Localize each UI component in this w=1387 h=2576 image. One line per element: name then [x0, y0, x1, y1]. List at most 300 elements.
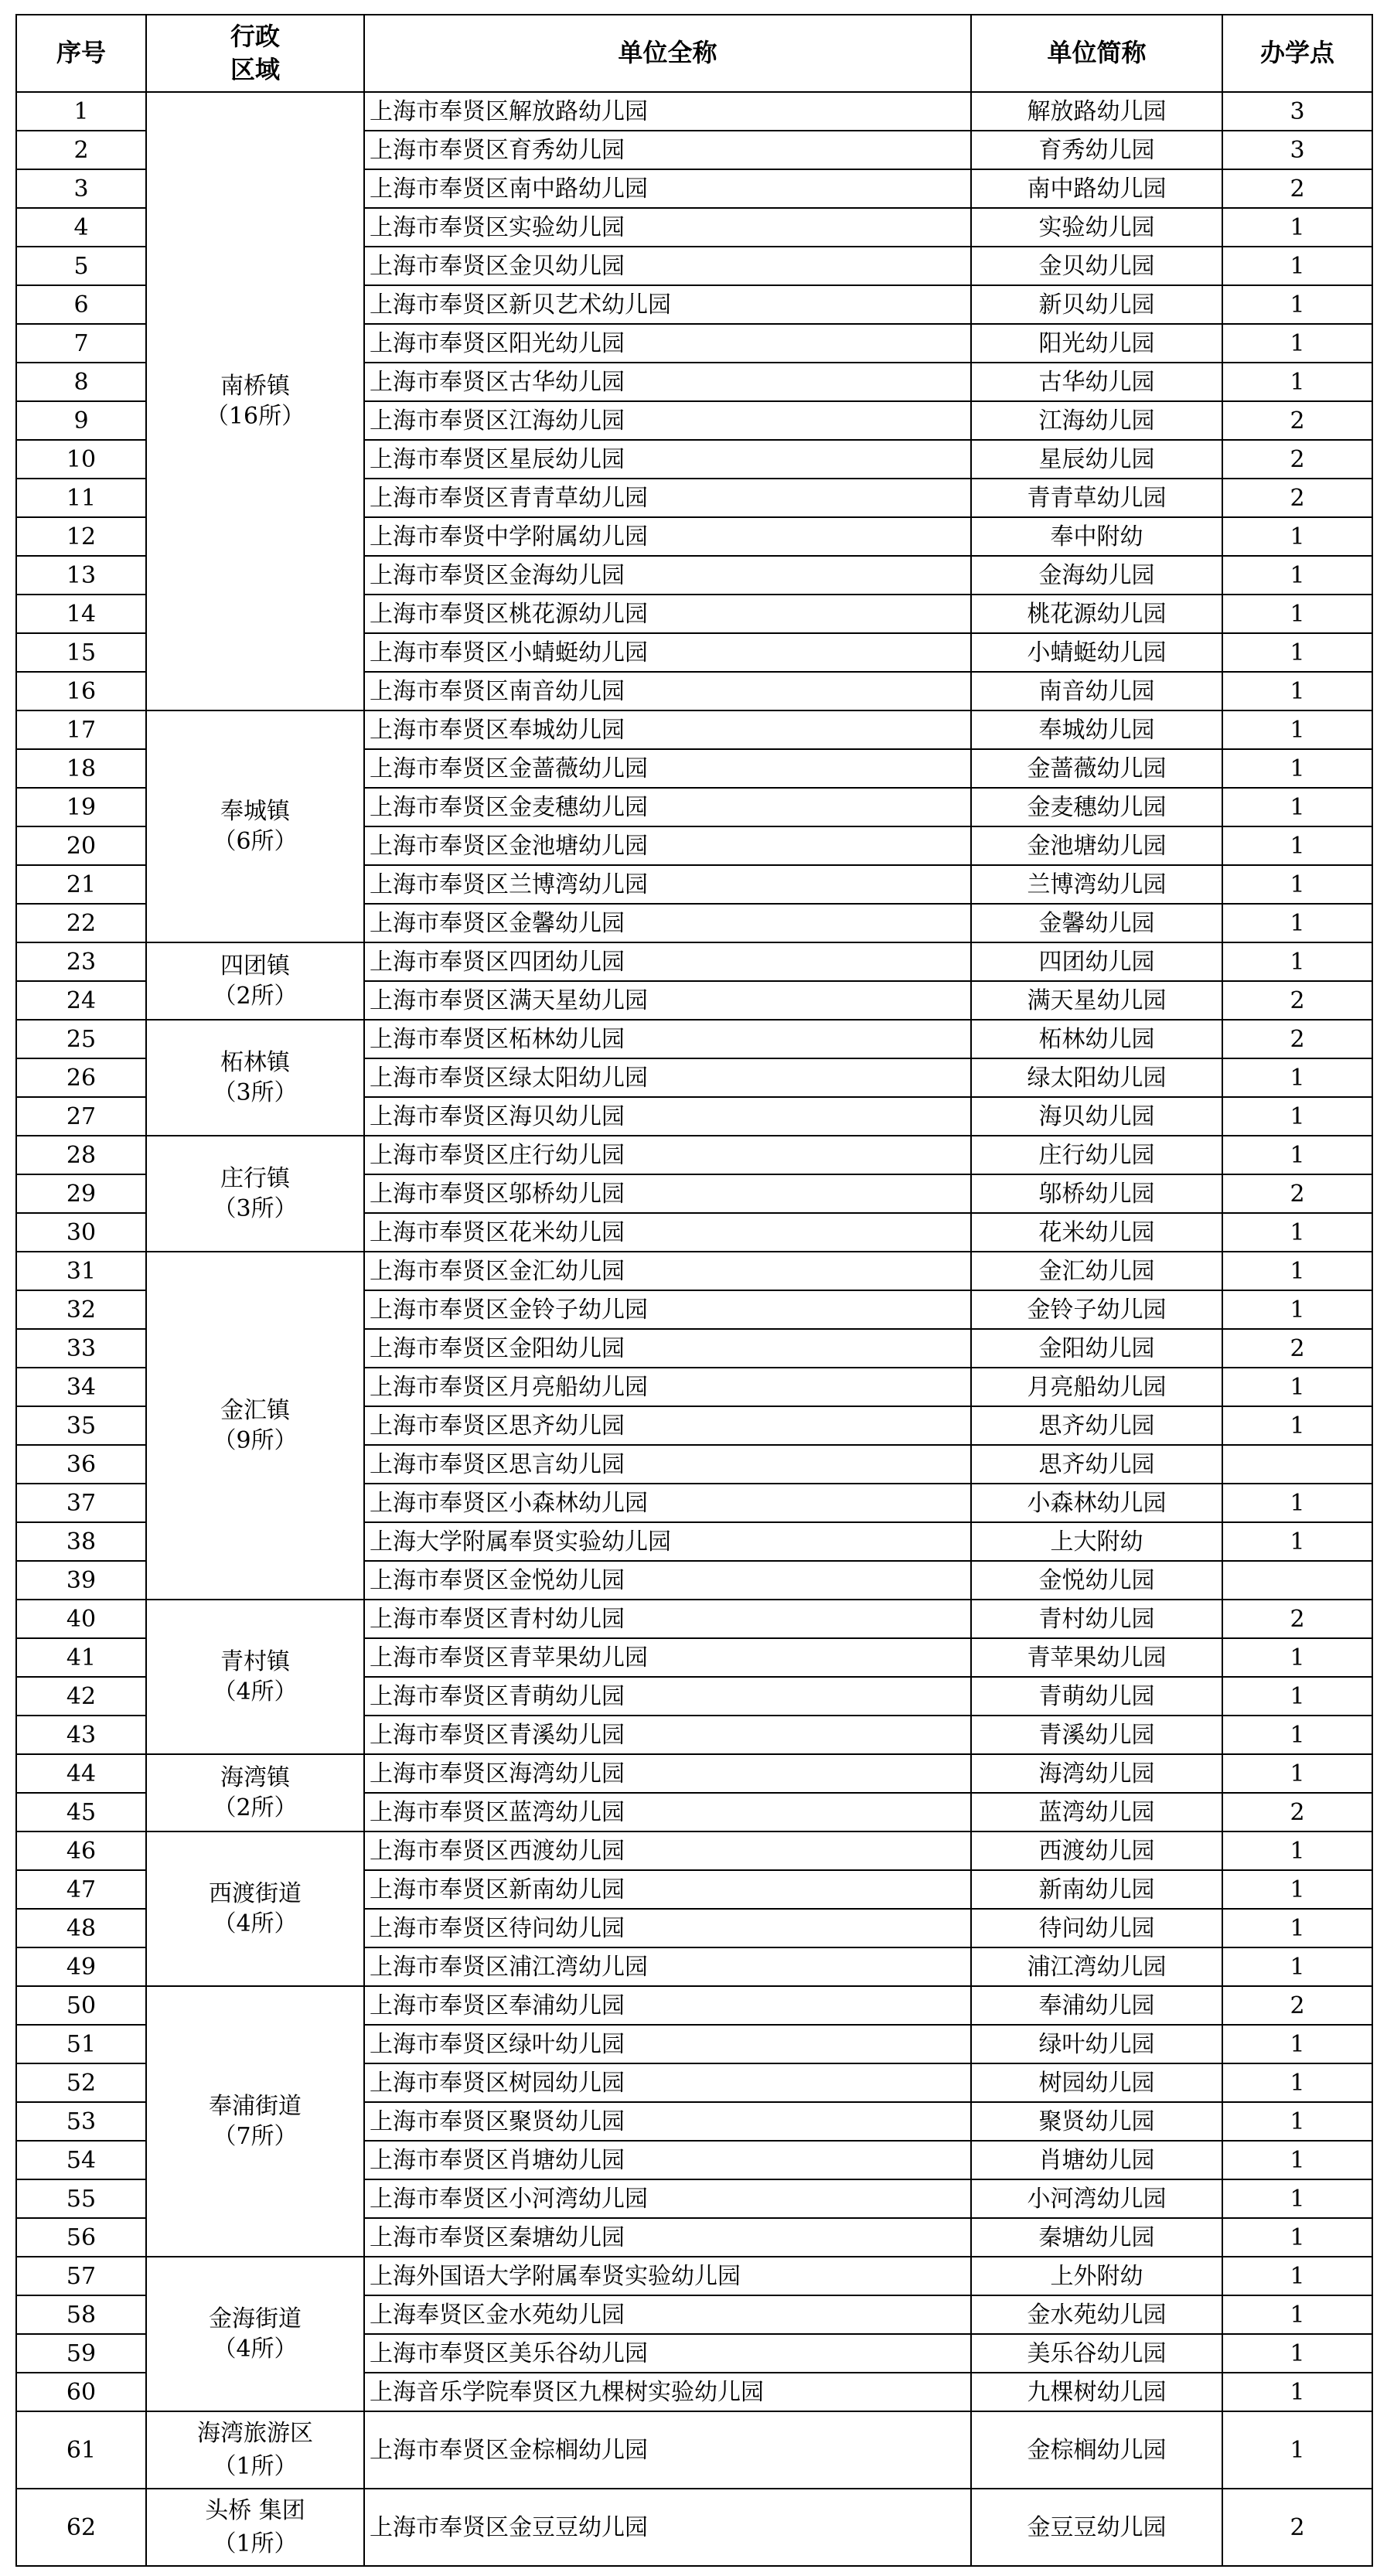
- cell-full-name: 上海市奉贤区蓝湾幼儿园: [364, 1793, 971, 1831]
- cell-region: [146, 2257, 364, 2411]
- cell-no: 24: [16, 981, 146, 1020]
- cell-no: 3: [16, 169, 146, 208]
- cell-sites: 1: [1222, 1484, 1372, 1522]
- cell-full-name: 上海市奉贤区西渡幼儿园: [364, 1831, 971, 1870]
- cell-full-name: 上海市奉贤区树园幼儿园: [364, 2063, 971, 2102]
- region-count: （7所）: [213, 2123, 298, 2150]
- cell-sites: 1: [1222, 2063, 1372, 2102]
- cell-short-name: 金麦穗幼儿园: [971, 788, 1222, 826]
- region-name: 庄行镇: [220, 1165, 290, 1192]
- cell-no: 44: [16, 1754, 146, 1793]
- cell-full-name: 上海市奉贤区实验幼儿园: [364, 208, 971, 247]
- cell-sites: 1: [1222, 2179, 1372, 2218]
- cell-short-name: 星辰幼儿园: [971, 440, 1222, 479]
- cell-full-name: 上海市奉贤区金汇幼儿园: [364, 1252, 971, 1290]
- cell-no: 38: [16, 1522, 146, 1561]
- cell-sites: 1: [1222, 1831, 1372, 1870]
- region-count: （6所）: [213, 828, 298, 855]
- cell-sites: 1: [1222, 1870, 1372, 1909]
- cell-short-name: 青萌幼儿园: [971, 1677, 1222, 1716]
- cell-short-name: 育秀幼儿园: [971, 131, 1222, 169]
- cell-full-name: 上海市奉贤区桃花源幼儿园: [364, 595, 971, 633]
- cell-sites: 1: [1222, 1136, 1372, 1174]
- cell-sites: 1: [1222, 826, 1372, 865]
- header-sites: 办学点: [1222, 15, 1372, 92]
- region-name: 奉浦街道: [209, 2093, 302, 2120]
- cell-sites: 1: [1222, 2025, 1372, 2063]
- cell-sites: 1: [1222, 788, 1372, 826]
- cell-short-name: 美乐谷幼儿园: [971, 2334, 1222, 2373]
- region-count: （4所）: [213, 1910, 298, 1937]
- cell-full-name: 上海音乐学院奉贤区九棵树实验幼儿园: [364, 2373, 971, 2411]
- kindergarten-table: [15, 14, 1373, 2567]
- cell-short-name: 浦江湾幼儿园: [971, 1947, 1222, 1986]
- cell-sites: 1: [1222, 1716, 1372, 1754]
- cell-short-name: 月亮船幼儿园: [971, 1368, 1222, 1406]
- cell-full-name: 上海市奉贤区奉浦幼儿园: [364, 1986, 971, 2025]
- region-count: （3所）: [213, 1079, 298, 1106]
- cell-no: 57: [16, 2257, 146, 2295]
- cell-short-name: 四团幼儿园: [971, 942, 1222, 981]
- cell-short-name: 小河湾幼儿园: [971, 2179, 1222, 2218]
- cell-full-name: 上海市奉贤区小森林幼儿园: [364, 1484, 971, 1522]
- cell-full-name: 上海市奉贤区肖塘幼儿园: [364, 2141, 971, 2179]
- cell-short-name: 满天星幼儿园: [971, 981, 1222, 1020]
- cell-short-name: 待问幼儿园: [971, 1909, 1222, 1947]
- cell-short-name: 青青草幼儿园: [971, 479, 1222, 517]
- cell-no: 18: [16, 749, 146, 788]
- cell-full-name: 上海市奉贤区金蔷薇幼儿园: [364, 749, 971, 788]
- cell-short-name: 金阳幼儿园: [971, 1329, 1222, 1368]
- cell-full-name: 上海市奉贤区阳光幼儿园: [364, 324, 971, 363]
- table-row: [16, 2489, 1372, 2566]
- cell-region: [146, 2489, 364, 2566]
- cell-sites: [1222, 1445, 1372, 1484]
- cell-full-name: 上海市奉贤区金贝幼儿园: [364, 247, 971, 285]
- table-row: [16, 2257, 1372, 2295]
- cell-sites: 1: [1222, 672, 1372, 710]
- cell-no: 62: [16, 2489, 146, 2566]
- region-name: 海湾镇: [220, 1764, 290, 1791]
- cell-full-name: 上海市奉贤区新南幼儿园: [364, 1870, 971, 1909]
- cell-short-name: 邬桥幼儿园: [971, 1174, 1222, 1213]
- cell-region: [146, 1986, 364, 2257]
- cell-short-name: 绿太阳幼儿园: [971, 1058, 1222, 1097]
- cell-short-name: 金馨幼儿园: [971, 904, 1222, 942]
- cell-region: [146, 92, 364, 710]
- table-row: [16, 1252, 1372, 1290]
- cell-full-name: 上海市奉贤区江海幼儿园: [364, 401, 971, 440]
- cell-sites: [1222, 1561, 1372, 1600]
- cell-full-name: 上海市奉贤区绿叶幼儿园: [364, 2025, 971, 2063]
- cell-full-name: 上海市奉贤区奉城幼儿园: [364, 710, 971, 749]
- region-count: （9所）: [213, 1427, 298, 1454]
- cell-full-name: 上海市奉贤区思言幼儿园: [364, 1445, 971, 1484]
- cell-sites: 1: [1222, 942, 1372, 981]
- table-row: [16, 1754, 1372, 1793]
- cell-sites: 1: [1222, 710, 1372, 749]
- cell-no: 28: [16, 1136, 146, 1174]
- cell-full-name: 上海市奉贤区邬桥幼儿园: [364, 1174, 971, 1213]
- cell-sites: 1: [1222, 285, 1372, 324]
- cell-short-name: 思齐幼儿园: [971, 1406, 1222, 1445]
- cell-full-name: 上海市奉贤区金棕榈幼儿园: [364, 2411, 971, 2489]
- cell-sites: 1: [1222, 865, 1372, 904]
- cell-no: 36: [16, 1445, 146, 1484]
- cell-short-name: 金水苑幼儿园: [971, 2295, 1222, 2334]
- cell-sites: 2: [1222, 479, 1372, 517]
- cell-full-name: 上海市奉贤区解放路幼儿园: [364, 92, 971, 131]
- cell-full-name: 上海市奉贤区南音幼儿园: [364, 672, 971, 710]
- cell-sites: 1: [1222, 2295, 1372, 2334]
- cell-no: 1: [16, 92, 146, 131]
- cell-short-name: 蓝湾幼儿园: [971, 1793, 1222, 1831]
- cell-sites: 2: [1222, 1600, 1372, 1638]
- cell-no: 9: [16, 401, 146, 440]
- header-region-line1: 行政: [230, 21, 280, 51]
- cell-full-name: 上海市奉贤区满天星幼儿园: [364, 981, 971, 1020]
- cell-no: 52: [16, 2063, 146, 2102]
- cell-no: 16: [16, 672, 146, 710]
- cell-full-name: 上海市奉贤区兰博湾幼儿园: [364, 865, 971, 904]
- cell-sites: 2: [1222, 401, 1372, 440]
- table-row: [16, 1136, 1372, 1174]
- cell-sites: 2: [1222, 2489, 1372, 2566]
- cell-sites: 1: [1222, 517, 1372, 556]
- cell-region: [146, 1136, 364, 1252]
- region-count: （2所）: [213, 1794, 298, 1821]
- cell-no: 43: [16, 1716, 146, 1754]
- cell-full-name: 上海市奉贤区待问幼儿园: [364, 1909, 971, 1947]
- cell-region: [146, 1754, 364, 1831]
- table-row: [16, 2411, 1372, 2489]
- cell-region: [146, 1020, 364, 1136]
- cell-short-name: 兰博湾幼儿园: [971, 865, 1222, 904]
- cell-sites: 1: [1222, 595, 1372, 633]
- cell-sites: 1: [1222, 1522, 1372, 1561]
- cell-full-name: 上海市奉贤区南中路幼儿园: [364, 169, 971, 208]
- cell-no: 31: [16, 1252, 146, 1290]
- cell-sites: 1: [1222, 2218, 1372, 2257]
- cell-sites: 2: [1222, 1986, 1372, 2025]
- cell-short-name: 思齐幼儿园: [971, 1445, 1222, 1484]
- cell-short-name: 实验幼儿园: [971, 208, 1222, 247]
- cell-no: 37: [16, 1484, 146, 1522]
- cell-sites: 1: [1222, 2373, 1372, 2411]
- cell-sites: 1: [1222, 2141, 1372, 2179]
- cell-short-name: 上外附幼: [971, 2257, 1222, 2295]
- cell-no: 15: [16, 633, 146, 672]
- cell-no: 47: [16, 1870, 146, 1909]
- cell-full-name: 上海市奉贤区星辰幼儿园: [364, 440, 971, 479]
- cell-no: 51: [16, 2025, 146, 2063]
- cell-no: 11: [16, 479, 146, 517]
- cell-no: 45: [16, 1793, 146, 1831]
- cell-no: 14: [16, 595, 146, 633]
- header-short-name: 单位简称: [971, 15, 1222, 92]
- cell-full-name: 上海市奉贤区金阳幼儿园: [364, 1329, 971, 1368]
- cell-region: [146, 942, 364, 1020]
- cell-sites: 2: [1222, 440, 1372, 479]
- cell-full-name: 上海市奉贤区金豆豆幼儿园: [364, 2489, 971, 2566]
- cell-no: 17: [16, 710, 146, 749]
- cell-full-name: 上海市奉贤区青青草幼儿园: [364, 479, 971, 517]
- cell-short-name: 青苹果幼儿园: [971, 1638, 1222, 1677]
- table-row: [16, 710, 1372, 749]
- table-row: [16, 1020, 1372, 1058]
- cell-full-name: 上海市奉贤区青萌幼儿园: [364, 1677, 971, 1716]
- cell-short-name: 九棵树幼儿园: [971, 2373, 1222, 2411]
- cell-sites: 1: [1222, 324, 1372, 363]
- cell-short-name: 西渡幼儿园: [971, 1831, 1222, 1870]
- region-name: 奉城镇: [220, 798, 290, 825]
- cell-short-name: 庄行幼儿园: [971, 1136, 1222, 1174]
- cell-sites: 2: [1222, 169, 1372, 208]
- cell-full-name: 上海市奉贤区小河湾幼儿园: [364, 2179, 971, 2218]
- cell-no: 49: [16, 1947, 146, 1986]
- header-region: [146, 15, 364, 92]
- cell-full-name: 上海市奉贤区古华幼儿园: [364, 363, 971, 401]
- cell-short-name: 花米幼儿园: [971, 1213, 1222, 1252]
- cell-sites: 1: [1222, 1754, 1372, 1793]
- cell-sites: 2: [1222, 1329, 1372, 1368]
- cell-full-name: 上海市奉贤区浦江湾幼儿园: [364, 1947, 971, 1986]
- table-body: [16, 92, 1372, 2566]
- cell-full-name: 上海市奉贤区花米幼儿园: [364, 1213, 971, 1252]
- cell-no: 25: [16, 1020, 146, 1058]
- region-name: 四团镇: [220, 952, 290, 980]
- cell-no: 34: [16, 1368, 146, 1406]
- table-row: [16, 1986, 1372, 2025]
- table-row: [16, 942, 1372, 981]
- cell-no: 55: [16, 2179, 146, 2218]
- cell-short-name: 金蔷薇幼儿园: [971, 749, 1222, 788]
- cell-short-name: 青溪幼儿园: [971, 1716, 1222, 1754]
- cell-short-name: 南中路幼儿园: [971, 169, 1222, 208]
- cell-short-name: 金贝幼儿园: [971, 247, 1222, 285]
- cell-sites: 1: [1222, 2334, 1372, 2373]
- cell-no: 5: [16, 247, 146, 285]
- region-name: 头桥 集团: [205, 2496, 305, 2524]
- cell-no: 6: [16, 285, 146, 324]
- cell-full-name: 上海市奉贤区青溪幼儿园: [364, 1716, 971, 1754]
- cell-region: [146, 2411, 364, 2489]
- cell-no: 8: [16, 363, 146, 401]
- region-name: 金海街道: [209, 2305, 302, 2332]
- cell-no: 26: [16, 1058, 146, 1097]
- cell-sites: 3: [1222, 92, 1372, 131]
- cell-region: [146, 1831, 364, 1986]
- cell-no: 21: [16, 865, 146, 904]
- table-row: [16, 1600, 1372, 1638]
- cell-sites: 2: [1222, 1174, 1372, 1213]
- cell-no: 19: [16, 788, 146, 826]
- region-name: 青村镇: [220, 1648, 290, 1675]
- cell-short-name: 新南幼儿园: [971, 1870, 1222, 1909]
- region-name: 柘林镇: [220, 1049, 290, 1076]
- cell-full-name: 上海市奉贤区金麦穗幼儿园: [364, 788, 971, 826]
- cell-sites: 2: [1222, 1020, 1372, 1058]
- cell-full-name: 上海大学附属奉贤实验幼儿园: [364, 1522, 971, 1561]
- cell-short-name: 古华幼儿园: [971, 363, 1222, 401]
- cell-no: 40: [16, 1600, 146, 1638]
- region-count: （4所）: [213, 2336, 298, 2363]
- cell-no: 22: [16, 904, 146, 942]
- cell-short-name: 小森林幼儿园: [971, 1484, 1222, 1522]
- cell-sites: 1: [1222, 904, 1372, 942]
- cell-no: 50: [16, 1986, 146, 2025]
- cell-full-name: 上海市奉贤区金池塘幼儿园: [364, 826, 971, 865]
- cell-short-name: 青村幼儿园: [971, 1600, 1222, 1638]
- table-header: [16, 15, 1372, 92]
- cell-no: 35: [16, 1406, 146, 1445]
- cell-sites: 1: [1222, 1368, 1372, 1406]
- cell-sites: 1: [1222, 1947, 1372, 1986]
- cell-full-name: 上海市奉贤区育秀幼儿园: [364, 131, 971, 169]
- cell-short-name: 聚贤幼儿园: [971, 2102, 1222, 2141]
- cell-no: 29: [16, 1174, 146, 1213]
- cell-short-name: 金汇幼儿园: [971, 1252, 1222, 1290]
- header-no: 序号: [16, 15, 146, 92]
- cell-short-name: 金铃子幼儿园: [971, 1290, 1222, 1329]
- cell-sites: 1: [1222, 2257, 1372, 2295]
- cell-short-name: 金棕榈幼儿园: [971, 2411, 1222, 2489]
- cell-full-name: 上海市奉贤区庄行幼儿园: [364, 1136, 971, 1174]
- cell-short-name: 南音幼儿园: [971, 672, 1222, 710]
- cell-sites: 1: [1222, 2102, 1372, 2141]
- cell-short-name: 肖塘幼儿园: [971, 2141, 1222, 2179]
- cell-short-name: 奉城幼儿园: [971, 710, 1222, 749]
- cell-sites: 1: [1222, 2411, 1372, 2489]
- cell-no: 30: [16, 1213, 146, 1252]
- cell-short-name: 柘林幼儿园: [971, 1020, 1222, 1058]
- cell-full-name: 上海市奉贤区思齐幼儿园: [364, 1406, 971, 1445]
- cell-short-name: 桃花源幼儿园: [971, 595, 1222, 633]
- cell-sites: 1: [1222, 1638, 1372, 1677]
- cell-short-name: 秦塘幼儿园: [971, 2218, 1222, 2257]
- cell-full-name: 上海市奉贤区金海幼儿园: [364, 556, 971, 595]
- cell-sites: 1: [1222, 1677, 1372, 1716]
- cell-no: 32: [16, 1290, 146, 1329]
- region-name: 南桥镇: [220, 373, 290, 400]
- cell-sites: 1: [1222, 1058, 1372, 1097]
- cell-full-name: 上海市奉贤区柘林幼儿园: [364, 1020, 971, 1058]
- cell-full-name: 上海市奉贤区四团幼儿园: [364, 942, 971, 981]
- cell-short-name: 金豆豆幼儿园: [971, 2489, 1222, 2566]
- cell-full-name: 上海市奉贤区月亮船幼儿园: [364, 1368, 971, 1406]
- cell-full-name: 上海奉贤区金水苑幼儿园: [364, 2295, 971, 2334]
- cell-sites: 1: [1222, 208, 1372, 247]
- header-region-line2: 区域: [230, 55, 280, 84]
- cell-no: 33: [16, 1329, 146, 1368]
- cell-sites: 2: [1222, 1793, 1372, 1831]
- cell-full-name: 上海市奉贤区聚贤幼儿园: [364, 2102, 971, 2141]
- cell-short-name: 奉浦幼儿园: [971, 1986, 1222, 2025]
- cell-full-name: 上海市奉贤中学附属幼儿园: [364, 517, 971, 556]
- cell-no: 4: [16, 208, 146, 247]
- cell-no: 23: [16, 942, 146, 981]
- cell-short-name: 金海幼儿园: [971, 556, 1222, 595]
- cell-no: 60: [16, 2373, 146, 2411]
- region-name: 海湾旅游区: [197, 2419, 313, 2447]
- cell-full-name: 上海市奉贤区新贝艺术幼儿园: [364, 285, 971, 324]
- cell-no: 39: [16, 1561, 146, 1600]
- cell-short-name: 江海幼儿园: [971, 401, 1222, 440]
- region-count: （16所）: [205, 403, 305, 430]
- cell-no: 13: [16, 556, 146, 595]
- cell-full-name: 上海市奉贤区小蜻蜓幼儿园: [364, 633, 971, 672]
- cell-no: 56: [16, 2218, 146, 2257]
- region-count: （1所）: [213, 2530, 298, 2557]
- cell-full-name: 上海市奉贤区青村幼儿园: [364, 1600, 971, 1638]
- table-row: [16, 92, 1372, 131]
- cell-full-name: 上海外国语大学附属奉贤实验幼儿园: [364, 2257, 971, 2295]
- cell-no: 61: [16, 2411, 146, 2489]
- cell-sites: 1: [1222, 1909, 1372, 1947]
- cell-full-name: 上海市奉贤区美乐谷幼儿园: [364, 2334, 971, 2373]
- cell-sites: 1: [1222, 1213, 1372, 1252]
- cell-no: 48: [16, 1909, 146, 1947]
- cell-full-name: 上海市奉贤区金悦幼儿园: [364, 1561, 971, 1600]
- header-full-name: 单位全称: [364, 15, 971, 92]
- cell-sites: 1: [1222, 749, 1372, 788]
- cell-short-name: 绿叶幼儿园: [971, 2025, 1222, 2063]
- cell-full-name: 上海市奉贤区青苹果幼儿园: [364, 1638, 971, 1677]
- cell-sites: 3: [1222, 131, 1372, 169]
- cell-region: [146, 1600, 364, 1754]
- cell-short-name: 海贝幼儿园: [971, 1097, 1222, 1136]
- region-count: （2所）: [213, 983, 298, 1010]
- cell-no: 53: [16, 2102, 146, 2141]
- cell-sites: 1: [1222, 1097, 1372, 1136]
- cell-sites: 1: [1222, 363, 1372, 401]
- cell-no: 7: [16, 324, 146, 363]
- cell-short-name: 树园幼儿园: [971, 2063, 1222, 2102]
- cell-short-name: 解放路幼儿园: [971, 92, 1222, 131]
- cell-no: 2: [16, 131, 146, 169]
- cell-short-name: 海湾幼儿园: [971, 1754, 1222, 1793]
- cell-short-name: 阳光幼儿园: [971, 324, 1222, 363]
- cell-short-name: 金悦幼儿园: [971, 1561, 1222, 1600]
- cell-no: 46: [16, 1831, 146, 1870]
- cell-sites: 2: [1222, 981, 1372, 1020]
- cell-full-name: 上海市奉贤区海贝幼儿园: [364, 1097, 971, 1136]
- cell-sites: 1: [1222, 633, 1372, 672]
- cell-sites: 1: [1222, 1290, 1372, 1329]
- table-row: [16, 1831, 1372, 1870]
- cell-no: 42: [16, 1677, 146, 1716]
- cell-full-name: 上海市奉贤区绿太阳幼儿园: [364, 1058, 971, 1097]
- cell-no: 41: [16, 1638, 146, 1677]
- cell-sites: 1: [1222, 1406, 1372, 1445]
- cell-full-name: 上海市奉贤区海湾幼儿园: [364, 1754, 971, 1793]
- region-name: 西渡街道: [209, 1880, 302, 1907]
- region-count: （4所）: [213, 1678, 298, 1705]
- cell-sites: 1: [1222, 1252, 1372, 1290]
- cell-region: [146, 710, 364, 942]
- region-count: （3所）: [213, 1195, 298, 1222]
- cell-no: 10: [16, 440, 146, 479]
- cell-no: 59: [16, 2334, 146, 2373]
- cell-full-name: 上海市奉贤区金铃子幼儿园: [364, 1290, 971, 1329]
- cell-no: 12: [16, 517, 146, 556]
- region-name: 金汇镇: [220, 1397, 290, 1424]
- cell-no: 54: [16, 2141, 146, 2179]
- cell-region: [146, 1252, 364, 1600]
- region-count: （1所）: [213, 2453, 298, 2480]
- cell-no: 27: [16, 1097, 146, 1136]
- cell-sites: 1: [1222, 247, 1372, 285]
